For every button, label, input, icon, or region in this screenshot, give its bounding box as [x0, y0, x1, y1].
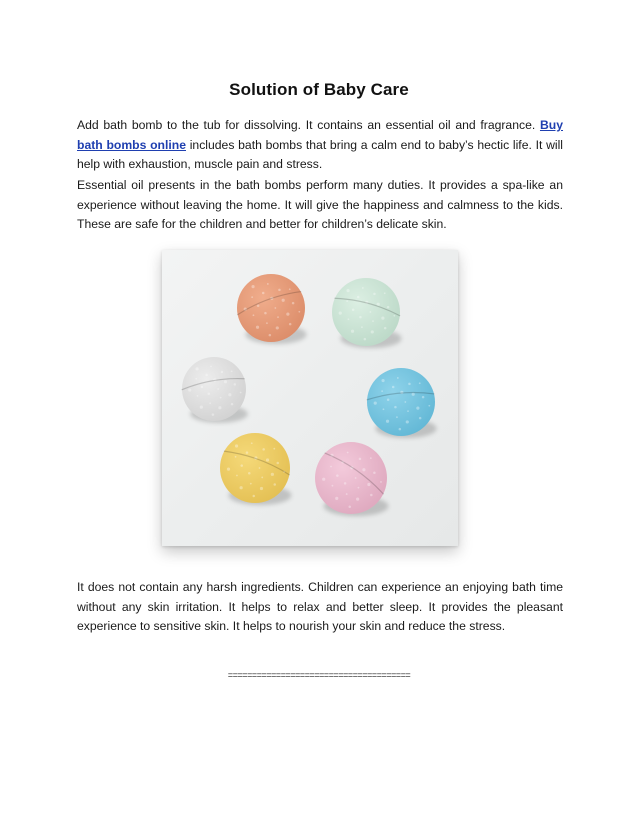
separator-line: ======================================	[227, 671, 411, 681]
buy-bath-bombs-link[interactable]: Buy bath bombs online	[77, 118, 563, 152]
bath-bomb-yellow	[220, 433, 292, 505]
bath-bomb-orange	[237, 274, 307, 344]
bath-bombs-photo	[162, 250, 458, 546]
paragraph-ingredients: It does not contain any harsh ingredients. Children can experience an enjoying bath time without any skin irritation. It helps to relax and better sleep. It provides the pleasant experience to sensitive skin. It helps to nourish your skin and reduce the stress.	[77, 580, 563, 633]
paragraph-intro	[77, 116, 563, 175]
bath-bomb-blue	[367, 368, 437, 438]
paragraph-intro-text-start: Add bath bomb to the tub for dissolving. It contains an essential oil and fragrance.	[77, 118, 540, 132]
bath-bomb-pink	[315, 442, 388, 516]
bath-bomb-white	[182, 357, 248, 423]
bath-bomb-mint	[332, 278, 402, 348]
paragraph-essential-oil: Essential oil presents in the bath bombs perform many duties. It provides a spa-like an experience without leaving the home. It will give the happiness and calmness to the kids. These are safe for the children and better for children’s delicate skin.	[77, 178, 563, 231]
paragraph-intro-text-end: includes bath bombs that bring a calm end to baby’s hectic life. It will help with exhaustion, muscle pain and stress.	[77, 137, 563, 171]
page-title: Solution of Baby Care	[229, 80, 409, 99]
bath-bombs-illustration	[162, 250, 458, 546]
